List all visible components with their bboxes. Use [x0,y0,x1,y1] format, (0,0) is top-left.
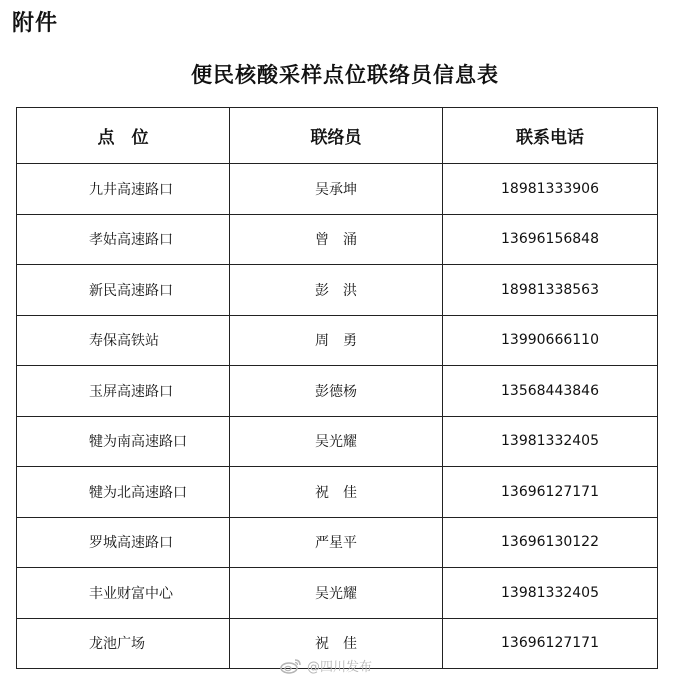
table-row [17,265,658,316]
site-cell: 罗城高速路口 [17,517,230,568]
site-cell: 孝姑高速路口 [17,214,230,265]
site-cell: 丰业财富中心 [17,568,230,619]
phone-cell: 13568443846 [443,366,658,417]
contact-cell: 吴光耀 [230,568,443,619]
contact-cell: 彭 洪 [230,265,443,316]
document-title: 便民核酸采样点位联络员信息表 [191,63,499,87]
site-cell: 玉屏高速路口 [17,366,230,417]
header-contact: 联络员 [230,108,443,164]
site-cell: 九井高速路口 [17,164,230,215]
phone-cell: 13696127171 [443,618,658,669]
watermark [280,656,372,675]
attachment-label: 附件 [12,11,59,36]
phone-cell: 18981333906 [443,164,658,215]
site-cell: 新民高速路口 [17,265,230,316]
contact-cell: 祝 佳 [230,618,443,669]
table-row [17,214,658,265]
phone-cell: 13981332405 [443,416,658,467]
table-row [17,315,658,366]
header-phone: 联系电话 [443,108,658,164]
phone-cell: 13696127171 [443,467,658,518]
phone-cell: 18981338563 [443,265,658,316]
site-cell: 龙池广场 [17,618,230,669]
contact-cell: 严星平 [230,517,443,568]
phone-cell: 13696156848 [443,214,658,265]
table-row [17,467,658,518]
contact-cell: 曾 涌 [230,214,443,265]
phone-cell: 13990666110 [443,315,658,366]
contact-cell: 吴光耀 [230,416,443,467]
weibo-icon [280,658,302,674]
table-row [17,366,658,417]
header-site: 点 位 [17,108,230,164]
contact-cell: 周 勇 [230,315,443,366]
table-row [17,517,658,568]
site-cell: 犍为北高速路口 [17,467,230,518]
watermark-text: @四川发布 [307,660,373,675]
phone-cell: 13981332405 [443,568,658,619]
contact-cell: 彭德杨 [230,366,443,417]
phone-cell: 13696130122 [443,517,658,568]
table-row [17,164,658,215]
site-cell: 犍为南高速路口 [17,416,230,467]
site-cell: 寿保高铁站 [17,315,230,366]
contact-info-table [16,107,658,669]
table-header-row [17,108,658,164]
contact-cell: 祝 佳 [230,467,443,518]
table-row [17,568,658,619]
table-row [17,416,658,467]
contact-cell: 吴承坤 [230,164,443,215]
